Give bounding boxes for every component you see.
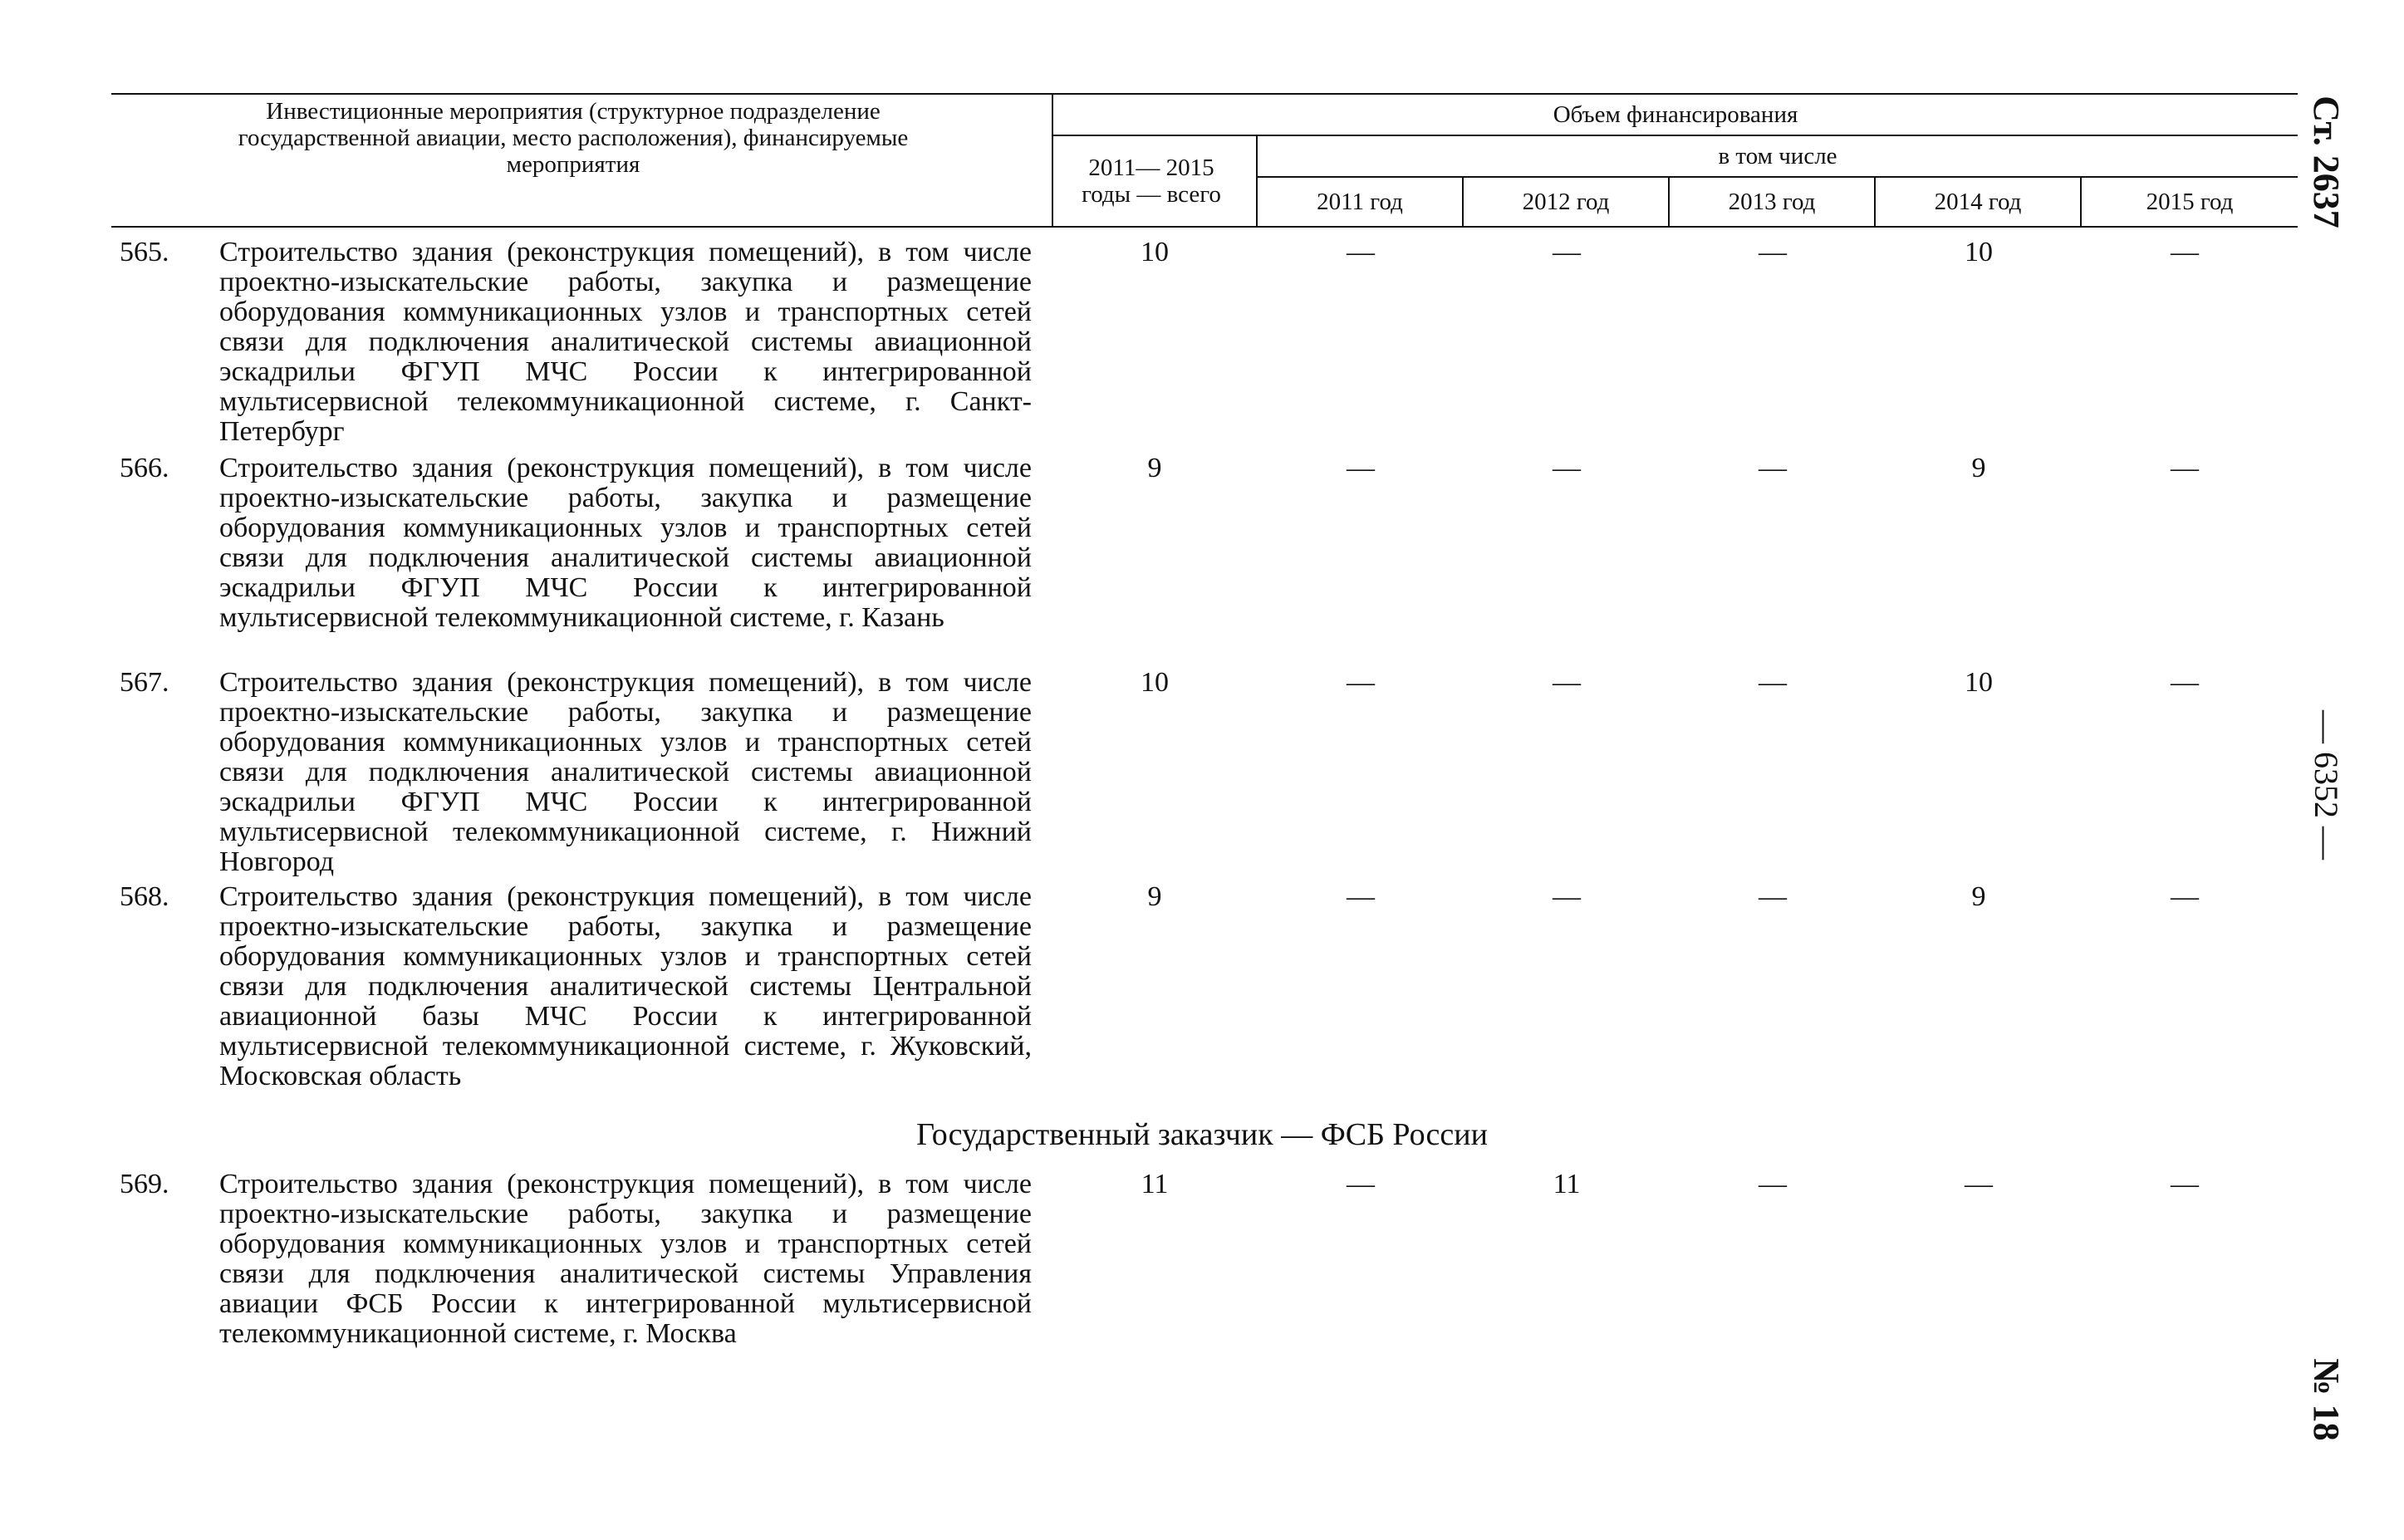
cell-2011: — <box>1347 1169 1375 1199</box>
cell-2015: — <box>2171 453 2199 483</box>
cell-2011: — <box>1347 667 1375 698</box>
margin-article-number: Ст. 2637 <box>2306 96 2347 228</box>
cell-2014: 10 <box>1965 667 1993 698</box>
row-description: Строительство здания (реконструкция помещений), в том числе проектно-изыскательские работы, закупка и размещение оборудования коммуникационных узлов и транспортных сетей связи для подключения аналитической системы авиационной эскадрильи ФГУП МЧС России к интегрированной мультисервисной телекоммуникационной системе, г. Нижний Новгород <box>219 667 1032 877</box>
cell-2013: — <box>1759 453 1787 483</box>
cell-2012: 11 <box>1553 1169 1581 1199</box>
cell-2012: — <box>1553 237 1581 267</box>
margin-page-number: — 6352 — <box>2308 710 2345 860</box>
cell-2015: — <box>2171 237 2199 267</box>
row-number: 569. <box>120 1169 169 1199</box>
row-description: Строительство здания (реконструкция помещений), в том числе проектно-изыскательские работы, закупка и размещение оборудования коммуникационных узлов и транспортных сетей связи для подключения аналитической системы Центральной авиационной базы МЧС России к интегрированной мультисервисной телекоммуникационной системе, г. Жуковский, Московская область <box>219 881 1032 1091</box>
margin-issue-number: № 18 <box>2306 1358 2347 1441</box>
header-year-2012: 2012 год <box>1522 189 1610 215</box>
cell-2015: — <box>2171 881 2199 912</box>
header-activity-text: Инвестиционные мероприятия (структурное подразделение государственной авиации, место расположения), финансируемые мероприятия <box>238 98 909 178</box>
header-including: в том числе <box>1718 143 1837 169</box>
cell-total: 9 <box>1147 881 1162 912</box>
cell-2011: — <box>1347 237 1375 267</box>
header-year-2015: 2015 год <box>2146 189 2234 215</box>
cell-2014: 9 <box>1971 881 1986 912</box>
row-number: 567. <box>120 667 169 698</box>
cell-2011: — <box>1347 881 1375 912</box>
cell-2013: — <box>1759 1169 1787 1199</box>
cell-2012: — <box>1553 453 1581 483</box>
cell-total: 11 <box>1141 1169 1169 1199</box>
row-number: 568. <box>120 881 169 912</box>
header-funding-volume: Объем финансирования <box>1553 101 1798 128</box>
cell-2012: — <box>1553 667 1581 698</box>
cell-2012: — <box>1553 881 1581 912</box>
header-total: 2011— 2015 годы — всего <box>1082 154 1221 208</box>
row-number: 566. <box>120 453 169 483</box>
cell-2014: — <box>1965 1169 1993 1199</box>
cell-total: 10 <box>1141 237 1169 267</box>
header-activity <box>208 98 939 191</box>
cell-2015: — <box>2171 667 2199 698</box>
cell-2015: — <box>2171 1169 2199 1199</box>
cell-total: 9 <box>1147 453 1162 483</box>
cell-2011: — <box>1347 453 1375 483</box>
header-year-2011: 2011 год <box>1317 189 1403 215</box>
header-year-2014: 2014 год <box>1934 189 2022 215</box>
cell-2013: — <box>1759 237 1787 267</box>
cell-2014: 10 <box>1965 237 1993 267</box>
section-title: Государственный заказчик — ФСБ России <box>916 1117 1488 1152</box>
row-description: Строительство здания (реконструкция помещений), в том числе проектно-изыскательские работы, закупка и размещение оборудования коммуникационных узлов и транспортных сетей связи для подключения аналитической системы авиационной эскадрильи ФГУП МЧС России к интегрированной мультисервисной телекоммуникационной системе, г. Санкт-Петербург <box>219 237 1032 447</box>
cell-2013: — <box>1759 881 1787 912</box>
cell-2014: 9 <box>1971 453 1986 483</box>
row-number: 565. <box>120 237 169 267</box>
header-year-2013: 2013 год <box>1728 189 1816 215</box>
cell-total: 10 <box>1141 667 1169 698</box>
row-description: Строительство здания (реконструкция помещений), в том числе проектно-изыскательские работы, закупка и размещение оборудования коммуникационных узлов и транспортных сетей связи для подключения аналитической системы авиационной эскадрильи ФГУП МЧС России к интегрированной мультисервисной телекоммуникационной системе, г. Казань <box>219 453 1032 633</box>
cell-2013: — <box>1759 667 1787 698</box>
row-description: Строительство здания (реконструкция помещений), в том числе проектно-изыскательские работы, закупка и размещение оборудования коммуникационных узлов и транспортных сетей связи для подключения аналитической системы Управления авиации ФСБ России к интегрированной мультисервисной телекоммуникационной системе, г. Москва <box>219 1169 1032 1349</box>
header-bottom-rule <box>111 226 2298 228</box>
